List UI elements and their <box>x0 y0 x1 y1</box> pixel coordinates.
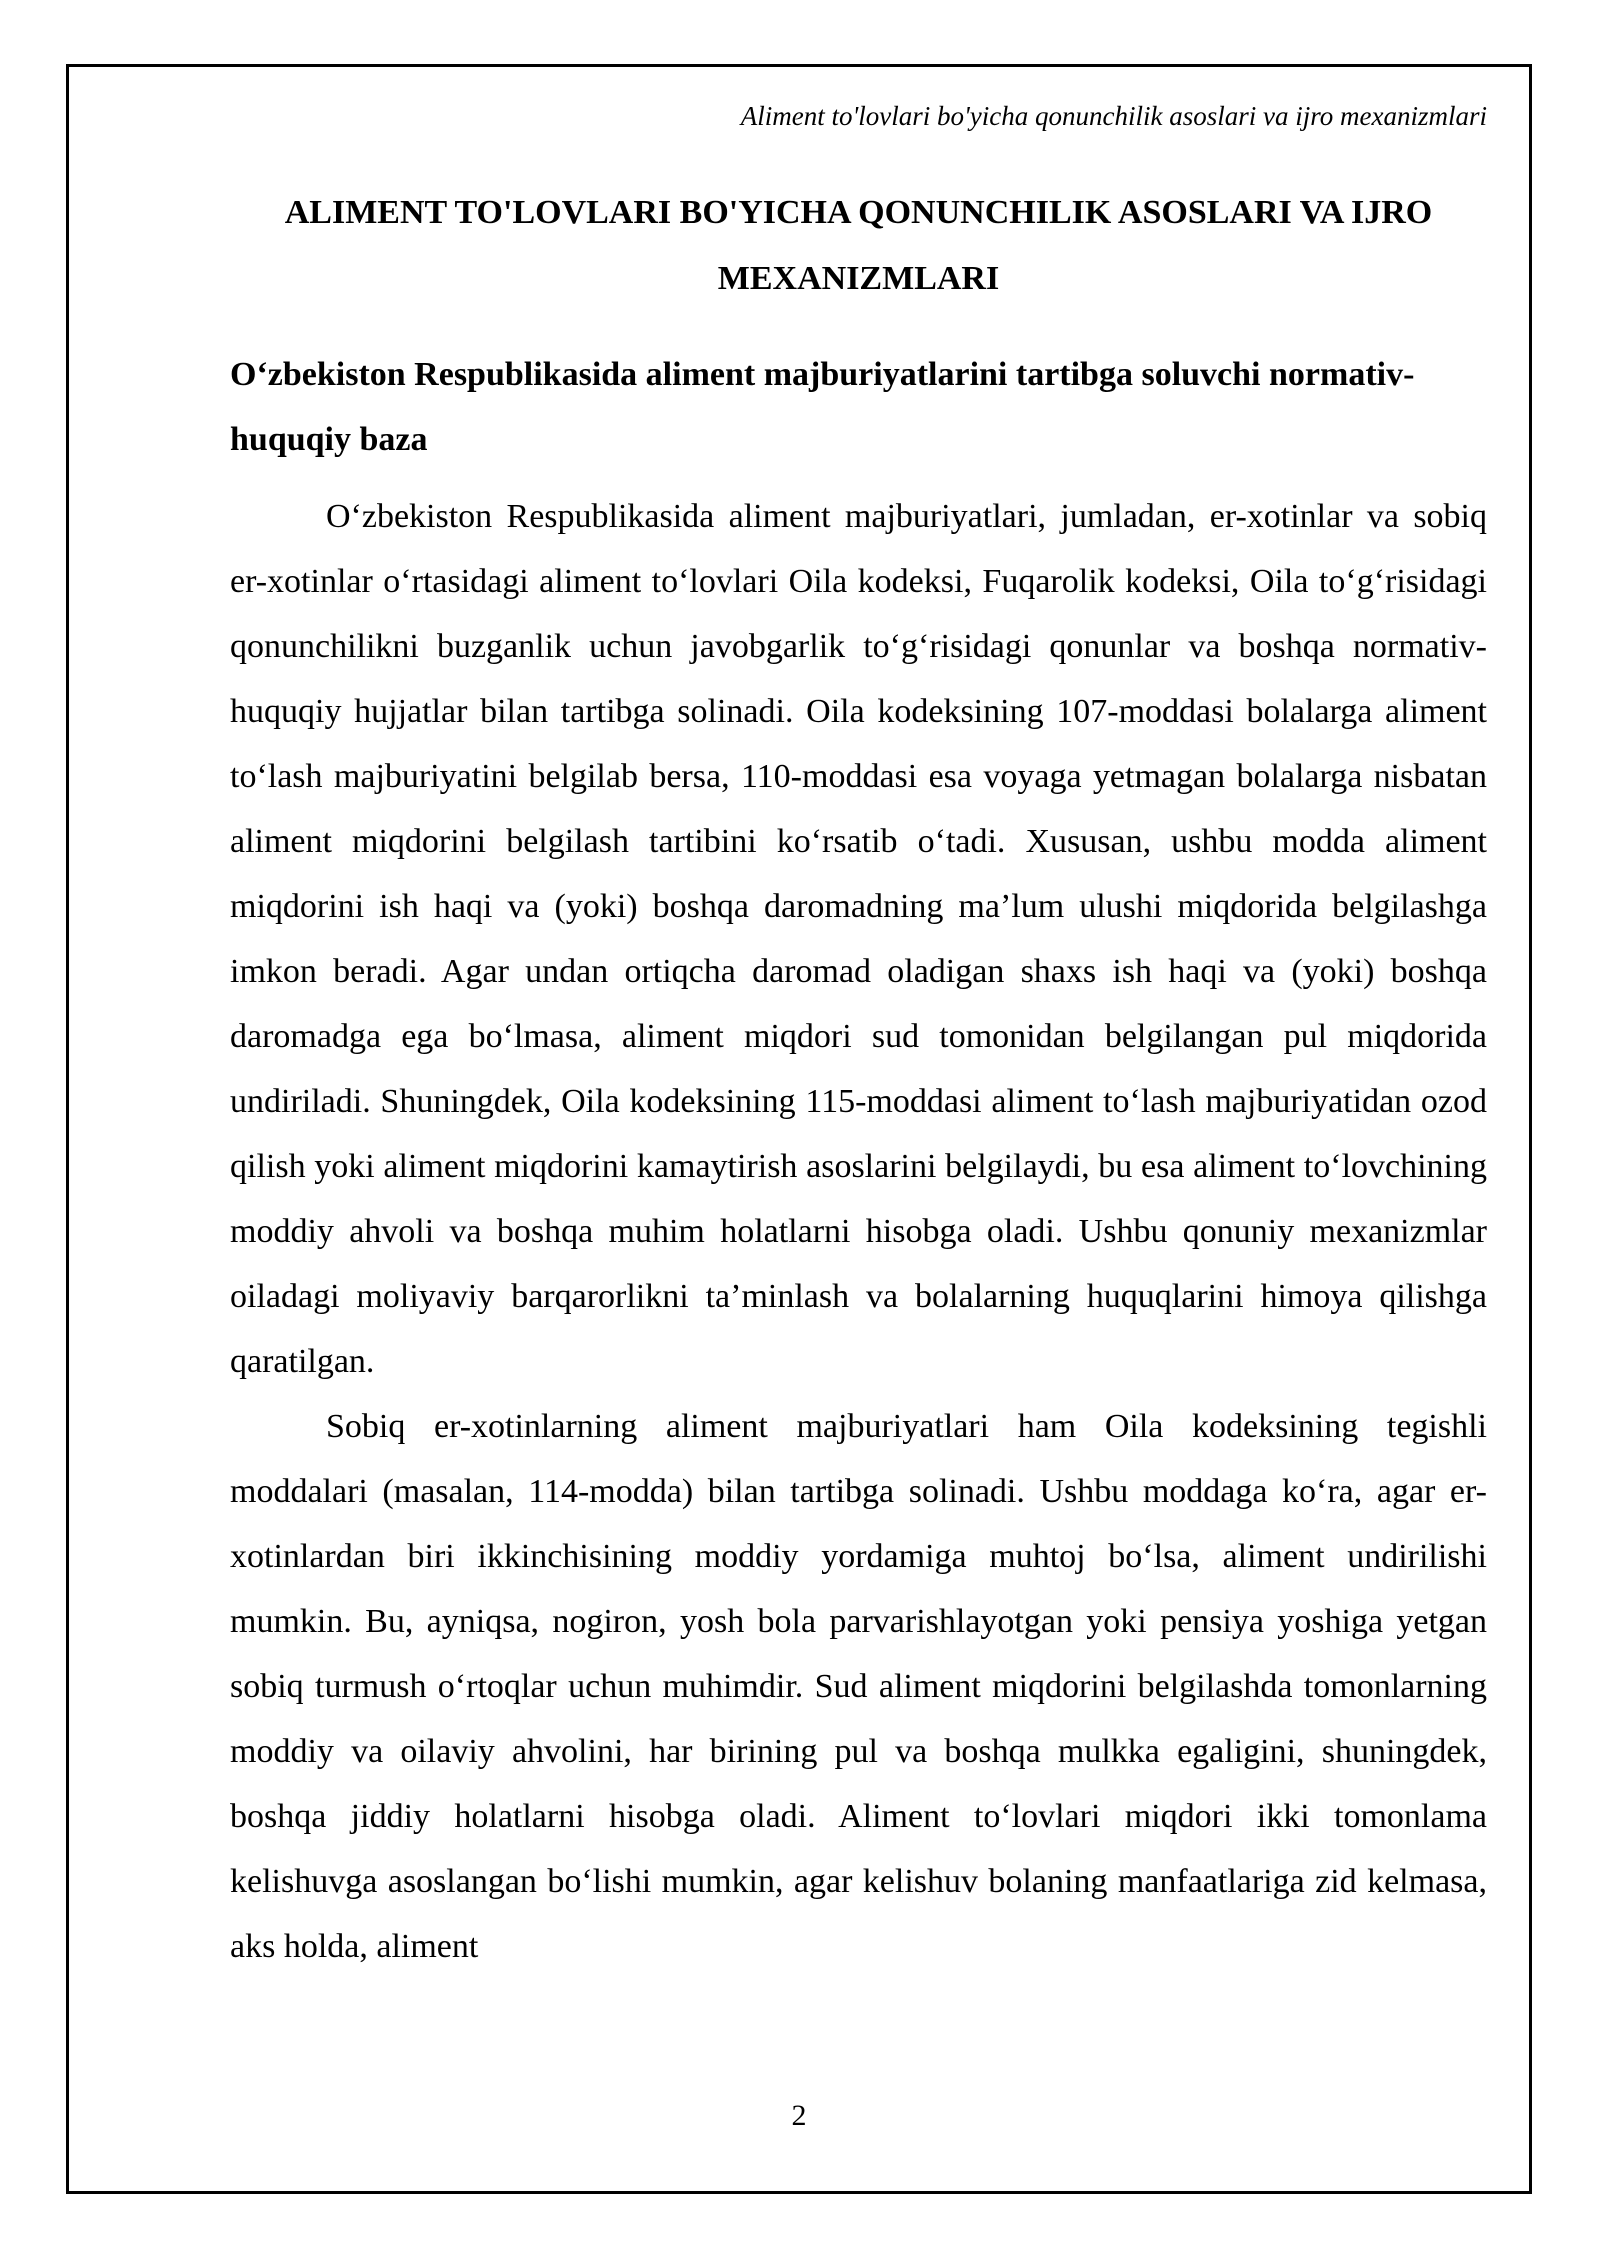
page-number: 2 <box>791 2099 807 2132</box>
body-paragraph: Sobiq er-xotinlarning aliment majburiyatlari ham Oila kodeksining tegishli moddalari (masalan, 114-modda) bilan tartibga solinadi. Ushbu moddaga ko‘ra, agar er-xotinlardan biri ikkinchisining moddiy yordamiga muhtoj bo‘lsa, aliment undirilishi mumkin. Bu, ayniqsa, nogiron, yosh bola parvarishlayotgan yoki pensiya yoshiga yetgan sobiq turmush o‘rtoqlar uchun muhimdir. Sud aliment miqdorini belgilashda tomonlarning moddiy va oilaviy ahvolini, har birining pul va boshqa mulkka egaligini, shuningdek, boshqa jiddiy holatlarni hisobga oladi. Aliment to‘lovlari miqdori ikki tomonlama kelishuvga asoslangan bo‘lishi mumkin, agar kelishuv bolaning manfaatlariga zid kelmasa, aks holda, aliment <box>230 1408 1487 1965</box>
title-block <box>230 180 1487 312</box>
section-heading: O‘zbekiston Respublikasida aliment majburiyatlarini tartibga soluvchi normativ-huquqiy baza <box>230 356 1415 458</box>
page-content <box>230 92 1487 1979</box>
body-paragraph: O‘zbekiston Respublikasida aliment majburiyatlari, jumladan, er-xotinlar va sobiq er-xotinlar o‘rtasidagi aliment to‘lovlari Oila kodeksi, Fuqarolik kodeksi, Oila to‘g‘risidagi qonunchilikni buzganlik uchun javobgarlik to‘g‘risidagi qonunlar va boshqa normativ-huquqiy hujjatlar bilan tartibga solinadi. Oila kodeksining 107-moddasi bolalarga aliment to‘lash majburiyatini belgilab bersa, 110-moddasi esa voyaga yetmagan bolalarga nisbatan aliment miqdorini belgilash tartibini ko‘rsatib o‘tadi. Xususan, ushbu modda aliment miqdorini ish haqi va (yoki) boshqa daromadning ma’lum ulushi miqdorida belgilashga imkon beradi. Agar undan ortiqcha daromad oladigan shaxs ish haqi va (yoki) boshqa daromadga ega bo‘lmasa, aliment miqdori sud tomonidan belgilangan pul miqdorida undiriladi. Shuningdek, Oila kodeksining 115-moddasi aliment to‘lash majburiyatidan ozod qilish yoki aliment miqdorini kamaytirish asoslarini belgilaydi, bu esa aliment to‘lovchining moddiy ahvoli va boshqa muhim holatlarni hisobga oladi. Ushbu qonuniy mexanizmlar oiladagi moliyaviy barqarorlikni ta’minlash va bolalarning huquqlarini himoya qilishga qaratilgan. <box>230 498 1487 1380</box>
document-title: ALIMENT TO'LOVLARI BO'YICHA QONUNCHILIK ASOSLARI VA IJRO MEXANIZMLARI <box>284 194 1433 297</box>
running-header: Aliment to'lovlari bo'yicha qonunchilik asoslari va ijro mexanizmlari <box>740 101 1487 131</box>
